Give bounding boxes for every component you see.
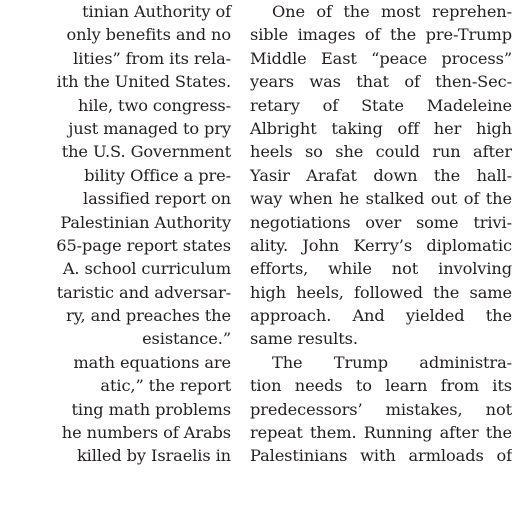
left-column-line-6: just managed to pry [68, 118, 231, 138]
left-column-line-13: taristic and adversar- [56, 282, 231, 302]
right-column-line-2: sible images of the pre-Trump [250, 25, 512, 45]
left-column-line-9: lassified report on [83, 189, 231, 209]
right-column-line-18: predecessors’ mistakes, not [250, 399, 512, 419]
left-column-line-8: bility Office a pre- [84, 165, 231, 185]
right-column-line-20: Palestinians with armloads of [250, 446, 512, 466]
left-column-line-20: killed by Israelis in [76, 446, 231, 466]
right-column-line-8: Yasir Arafat down the hall- [250, 165, 512, 185]
left-column-line-11: 65-page report states [56, 235, 231, 255]
left-column-line-15: esistance.” [142, 329, 231, 349]
left-column-line-2: only benefits and no [66, 25, 231, 45]
right-column-line-11: ality. John Kerry’s diplomatic [250, 235, 512, 255]
right-column-line-3: Middle East “peace process” [250, 48, 512, 68]
right-column-line-19: repeat them. Running after the [250, 423, 512, 443]
right-text-column [250, 0, 512, 468]
right-column-line-7: heels so she could run after [250, 142, 512, 162]
right-column-line-4: years was that of then-Sec- [250, 72, 512, 92]
left-column-line-16: math equations are [73, 352, 231, 372]
right-column-line-5: retary of State Madeleine [250, 95, 512, 115]
right-column-line-12: efforts, while not involving [250, 259, 512, 279]
right-column-paragraph-1-last-line: same results. [250, 329, 358, 349]
right-column-paragraph-2-line-1: The Trump administra- [272, 352, 512, 372]
left-column-line-10: Palestinian Authority [60, 212, 231, 232]
left-column-line-19: he numbers of Arabs [61, 423, 231, 443]
right-column-line-13: high heels, followed the same [250, 282, 512, 302]
right-column-line-6: Albright taking off her high [250, 118, 512, 138]
left-column-line-12: A. school curriculum [62, 259, 231, 279]
right-column-line-14: approach. And yielded the [250, 306, 512, 326]
right-column-line-17: tion needs to learn from its [250, 376, 512, 396]
left-column-line-5: hile, two congress- [77, 95, 231, 115]
left-column-line-14: ry, and preaches the [66, 306, 231, 326]
right-column-line-10: negotiations over some trivi- [250, 212, 512, 232]
right-column-paragraph-1-line-1: One of the most reprehen- [272, 2, 512, 21]
left-column-line-3: lities” from its rela- [73, 48, 231, 68]
left-column-line-4: ith the United States. [56, 72, 231, 92]
left-column-line-1: tinian Authority of [82, 2, 231, 21]
left-column-line-17: atic,” the report [100, 376, 231, 396]
right-column-line-9: way when he stalked out of the [250, 189, 512, 209]
left-text-column [0, 0, 231, 468]
left-column-line-7: the U.S. Government [61, 142, 231, 162]
left-column-line-18: ting math problems [71, 399, 231, 419]
